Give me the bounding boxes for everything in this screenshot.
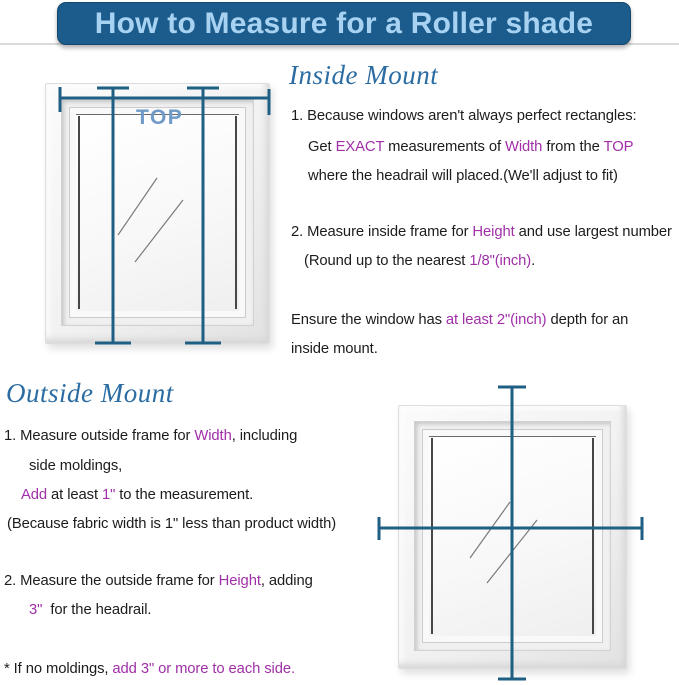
inside-note-line2: inside mount.: [291, 341, 378, 357]
outside-mount-window-illustration: [372, 378, 672, 685]
glass-reflection-icon: [470, 502, 537, 583]
outside-mount-measure-lines-icon: [372, 378, 672, 685]
outside-step1-line4: (Because fabric width is 1" less than product width): [7, 516, 337, 532]
outside-step2-line2: 3" for the headrail.: [29, 602, 152, 618]
inside-note-line1: Ensure the window has at least 2"(inch) depth for an: [291, 312, 629, 328]
header-bar: [57, 2, 631, 45]
inside-step2-line2: (Round up to the nearest 1/8"(inch).: [304, 253, 536, 269]
inside-mount-heading: Inside Mount: [289, 60, 439, 90]
inside-mount-window-illustration: [40, 78, 280, 358]
top-label: TOP: [136, 106, 184, 129]
inside-step2-line1: 2. Measure inside frame for Height and use largest number: [291, 224, 672, 240]
inside-step1-line2: Get EXACT measurements of Width from the TOP: [308, 139, 634, 155]
height-measurement-line: [498, 387, 526, 679]
outside-step2-line1: 2. Measure the outside frame for Height, adding: [4, 573, 313, 589]
inside-step1-line1: 1. Because windows aren't always perfect rectangles:: [291, 108, 637, 124]
glass-reflection-icon: [118, 178, 183, 262]
inside-step1-line3: where the headrail will placed.(We'll adjust to fit): [308, 168, 618, 184]
outside-step1-line2: side moldings,: [29, 458, 123, 474]
outside-step1-line3: Add at least 1" to the measurement.: [21, 487, 254, 503]
page-title: How to Measure for a Roller shade: [94, 6, 594, 40]
outside-note: * If no moldings, add 3" or more to each side.: [4, 661, 296, 677]
outside-mount-heading: Outside Mount: [6, 378, 174, 408]
outside-step1-line1: 1. Measure outside frame for Width, including: [4, 428, 298, 444]
